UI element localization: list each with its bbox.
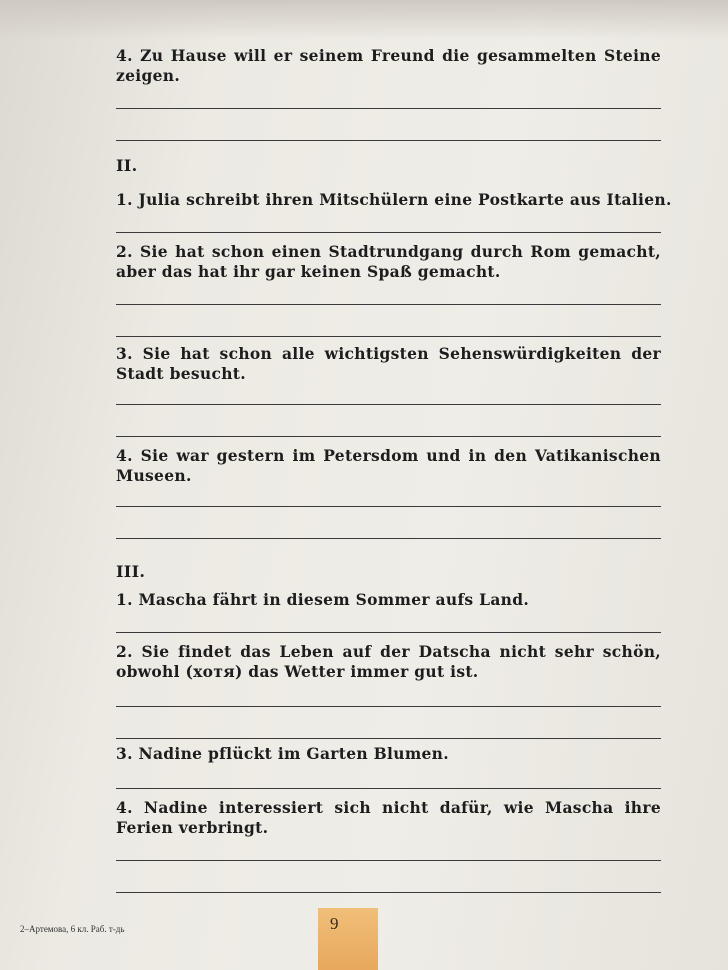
sentence-2-3: 3. Sie hat schon alle wichtigsten Sehenswürdigkeiten der Stadt besucht. xyxy=(116,344,661,383)
answer-line[interactable] xyxy=(116,108,661,109)
sentence-2-2: 2. Sie hat schon einen Stadtrundgang durch Rom gemacht, aber das hat ihr gar keinen Spaß gemacht. xyxy=(116,242,661,281)
answer-line[interactable] xyxy=(116,538,661,539)
answer-line[interactable] xyxy=(116,506,661,507)
answer-line[interactable] xyxy=(116,336,661,337)
imprint-note: 2–Артемова, 6 кл. Раб. т-дь xyxy=(20,924,125,934)
page-top-shade xyxy=(0,0,728,40)
section-heading-3: III. xyxy=(116,562,146,581)
answer-line[interactable] xyxy=(116,436,661,437)
sentence-3-3: 3. Nadine pflückt im Garten Blumen. xyxy=(116,744,449,763)
page-number: 9 xyxy=(330,914,339,933)
answer-line[interactable] xyxy=(116,304,661,305)
sentence-1-4: 4. Zu Hause will er seinem Freund die gesammelten Steine zeigen. xyxy=(116,46,661,85)
answer-line[interactable] xyxy=(116,738,661,739)
sentence-2-1: 1. Julia schreibt ihren Mitschülern eine Postkarte aus Italien. xyxy=(116,190,672,209)
answer-line[interactable] xyxy=(116,140,661,141)
sentence-3-2: 2. Sie findet das Leben auf der Datscha nicht sehr schön, obwohl (хотя) das Wetter immer gut ist. xyxy=(116,642,661,681)
section-heading-2: II. xyxy=(116,156,138,175)
sentence-3-4: 4. Nadine interessiert sich nicht dafür, wie Mascha ihre Ferien verbringt. xyxy=(116,798,661,837)
answer-line[interactable] xyxy=(116,788,661,789)
answer-line[interactable] xyxy=(116,892,661,893)
page-number-tab xyxy=(318,908,378,970)
sentence-3-1: 1. Mascha fährt in diesem Sommer aufs Land. xyxy=(116,590,530,609)
sentence-2-4: 4. Sie war gestern im Petersdom und in den Vatikanischen Museen. xyxy=(116,446,661,485)
answer-line[interactable] xyxy=(116,860,661,861)
answer-line[interactable] xyxy=(116,706,661,707)
answer-line[interactable] xyxy=(116,232,661,233)
answer-line[interactable] xyxy=(116,404,661,405)
answer-line[interactable] xyxy=(116,632,661,633)
